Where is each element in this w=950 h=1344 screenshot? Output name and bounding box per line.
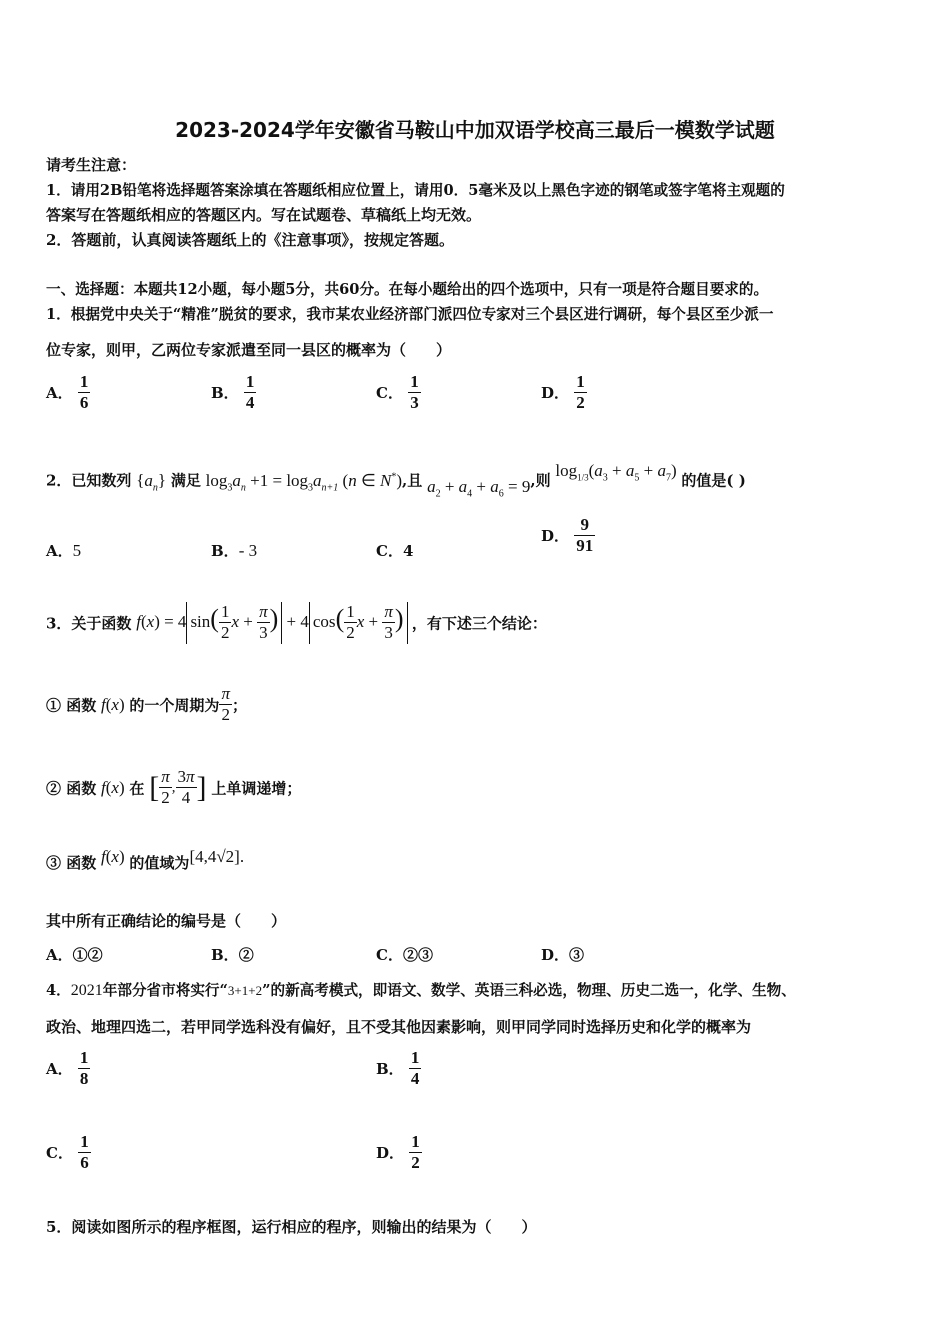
- function-definition: f(x) = 4 sin( $\frac{1}{2}$ x + $\frac{\pi}{3}$ ) + 4 cos( $\frac{1}{2}$ x + $\frac{\pi}{3}$ ): [136, 612, 412, 631]
- recurrence-formula: $\log_3a_n +1 = \log_3a_{n+1}$ (n ∈ N*): [205, 470, 403, 494]
- q1-option-b[interactable]: [211, 372, 256, 414]
- q3-option-d[interactable]: D．③: [541, 946, 585, 964]
- option-label: A．: [46, 384, 73, 403]
- log-expression: $\log_{1/3}(a_3 + a_5 + a_7)$: [555, 460, 677, 484]
- fraction: $\frac{1}{4}$: [410, 1048, 420, 1089]
- page-title: 2023-2024学年安徽省马鞍山中加双语学校高三最后一模数学试题: [175, 118, 775, 142]
- q4-option-a[interactable]: [46, 1048, 90, 1090]
- fraction: $\frac{1}{8}$: [79, 1048, 89, 1089]
- sum-condition: $a_2 + a_4 + a_6 = 9$: [427, 476, 531, 500]
- option-label: B．: [376, 1060, 404, 1079]
- q2-option-a[interactable]: A．5: [46, 541, 82, 560]
- q3-option-c[interactable]: C．②③: [376, 946, 433, 964]
- q1-line1: 1．根据党中央关于“精准”脱贫的要求，我市某农业经济部门派四位专家对三个县区进行调研，每个县区至少派一: [46, 306, 774, 323]
- option-label: D．: [541, 527, 570, 546]
- sequence-notation: $\{a_n\}$: [136, 470, 167, 494]
- notice-line3: 2．答题前，认真阅读答题纸上的《注意事项》，按规定答题。: [46, 231, 454, 249]
- q4-line1: 4．2021年部分省市将实行“3+1+2”的新高考模式，即语文、数学、英语三科必选，物理、历史二选一，化学、生物、: [46, 982, 796, 999]
- q3-conclusion-1: ① 函数 f(x) 的一个周期为 $\frac{\pi}{2}$ ；: [46, 684, 247, 725]
- q2-option-d[interactable]: [541, 515, 595, 557]
- fraction: $\frac{1}{6}$: [80, 1132, 89, 1173]
- q3-option-a[interactable]: A．①②: [46, 946, 103, 964]
- q1-option-a[interactable]: [46, 372, 90, 414]
- fraction: $\frac{1}{6}$: [79, 372, 89, 413]
- q4-option-d[interactable]: [376, 1132, 422, 1174]
- q3-conclusion-3: ③ 函数 f(x) 的值域为[4,4√2].: [46, 847, 245, 872]
- q3-conclusion-2: ② 函数 f(x) 在 [ $\frac{\pi}{2}$ , $\frac{3\pi}{4}$ ] 上单调递增；: [46, 767, 302, 808]
- q4-line2: 政治、地理四选二，若甲同学选科没有偏好，且不受其他因素影响，则甲同学同时选择历史和化学的概率为: [46, 1018, 752, 1036]
- q3-option-b[interactable]: B．②: [211, 946, 254, 964]
- q1-line2: 位专家，则甲，乙两位专家派遣至同一县区的概率为（ ）: [46, 341, 452, 359]
- fraction: $\frac{1}{2}$: [411, 1132, 420, 1173]
- option-label: A．: [46, 1060, 73, 1079]
- notice-line1: 1．请用2B铅笔将选择题答案涂填在答题纸相应位置上，请用0．5毫米及以上黑色字迹的钢笔或签字笔将主观题的: [46, 182, 785, 199]
- section-heading: 一、选择题：本题共12小题，每小题5分，共60分。在每小题给出的四个选项中，只有一项是符合题目要求的。: [46, 281, 769, 298]
- option-label: B．: [211, 384, 239, 403]
- q3-stem: 3．关于函数 f(x) = 4 sin( $\frac{1}{2}$ x + $\frac{\pi}{3}$ ) + 4 cos( $\frac{1}{2}$ x + $\frac{\pi}{3}$ ) ，有下述三个结论：: [46, 602, 547, 643]
- q3-question: 其中所有正确结论的编号是（ ）: [46, 912, 287, 930]
- option-label: C．: [46, 1144, 73, 1163]
- q4-option-b[interactable]: [376, 1048, 421, 1090]
- q5-stem: 5．阅读如图所示的程序框图，运行相应的程序，则输出的结果为（ ）: [46, 1218, 537, 1236]
- q2-option-b[interactable]: B．- 3: [211, 541, 258, 560]
- q2-stem: 2．已知数列 $\{a_n\}$ 满足 $\log_3a_n +1 = \log_3a_{n+1}$ (n ∈ N*),且 $a_2 + a_4 + a_6 = 9$,则 $\log_{1/3}(a_3 + a_5 + a_7)$ 的值是( ): [46, 460, 746, 500]
- option-label: C．: [376, 384, 403, 403]
- q1-option-d[interactable]: [541, 372, 587, 414]
- option-label: D．: [541, 384, 570, 403]
- value-range: [4,4√2].: [189, 847, 245, 866]
- notice-line2: 答案写在答题纸相应的答题区内。写在试题卷、草稿纸上均无效。: [46, 206, 482, 224]
- q4-option-c[interactable]: [46, 1132, 91, 1174]
- fraction: $\frac{1}{3}$: [410, 372, 419, 413]
- notice-heading: 请考生注意：: [46, 156, 137, 174]
- option-label: D．: [376, 1144, 405, 1163]
- fraction: $\frac{1}{2}$: [576, 372, 585, 413]
- q2-option-c[interactable]: C．4: [376, 542, 414, 560]
- q1-option-c[interactable]: [376, 372, 421, 414]
- fraction: $\frac{9}{91}$: [576, 515, 594, 556]
- fraction: $\frac{1}{4}$: [245, 372, 255, 413]
